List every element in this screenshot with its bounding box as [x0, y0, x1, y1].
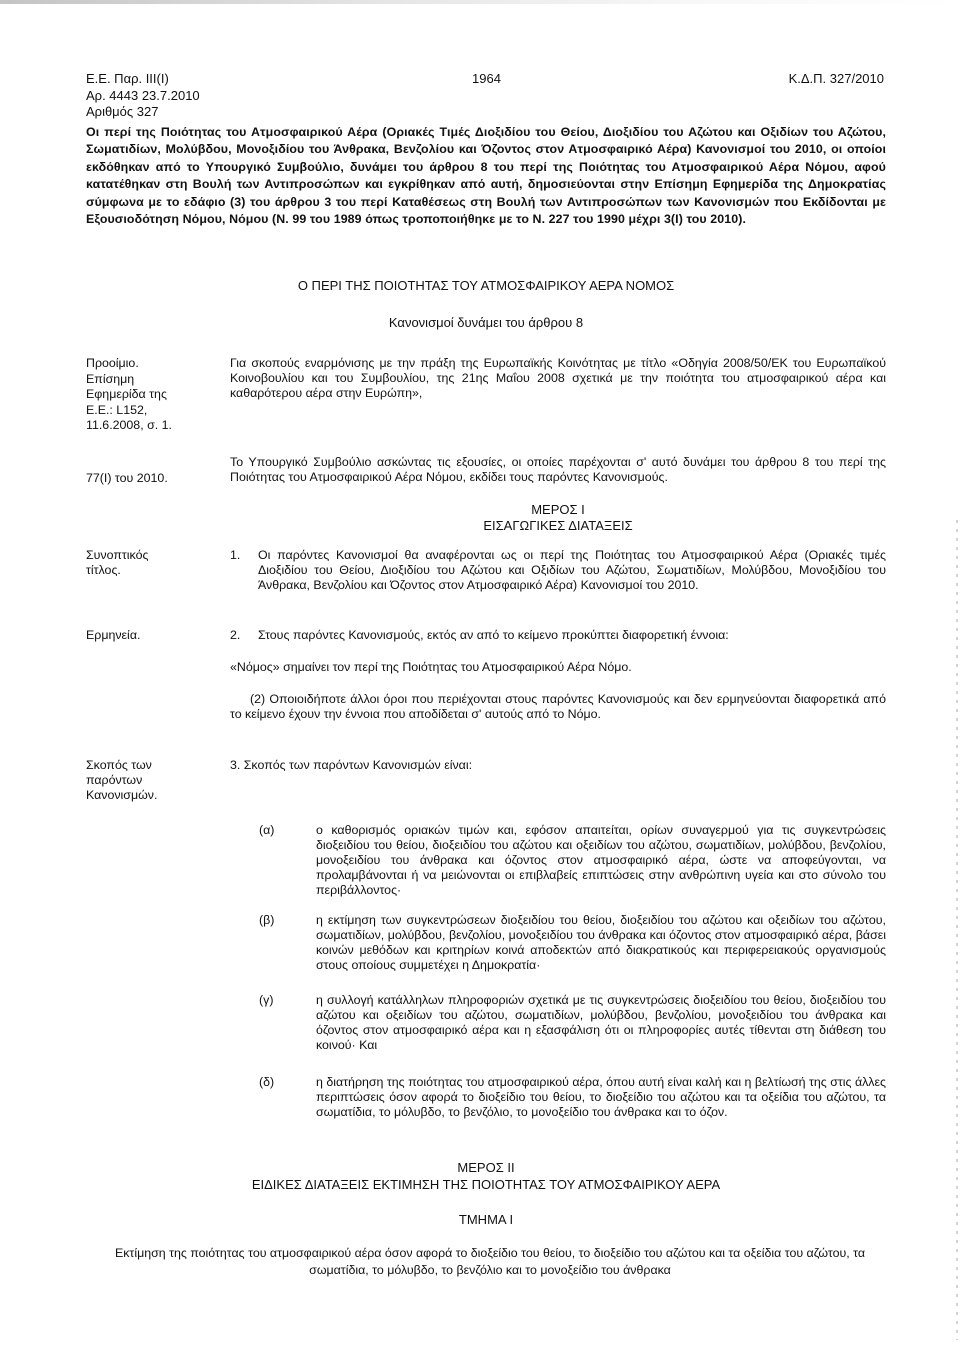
sec3-margin-note: Σκοπός των παρόντων Κανονισμών.: [86, 758, 158, 802]
part1-subtitle: ΕΙΣΑΓΩΓΙΚΕΣ ΔΙΑΤΑΞΕΙΣ: [483, 518, 633, 533]
law-subtitle: Κανονισμοί δυνάμει του άρθρου 8: [388, 315, 584, 330]
item-b-label: (β): [259, 913, 275, 927]
intro-paragraph: Οι περί της Ποιότητας του Ατμοσφαιρικού Αέρα (Οριακές Τιμές Διοξιδίου του Θείου, Διοξιδίου του Αζώτου και Οξιδίων του Αζώτου, Σωματιδίων, Μολύβδου, Μονοξιδίου του Άνθρακα, Βενζολίου και Όζοντος στον Ατμοσφαιρικό Αέρα) Κανονισμοί του 2010, οι οποίοι εκδόθηκαν από το Υπουργικό Συμβούλιο, δυνάμει του άρθρου 8 του περί της Ποιότητας του Ατμοσφαιρικού Αέρα Νόμου, αφού κατατέθηκαν στη Βουλή των Αντιπροσώπων και εγκρίθηκαν από αυτή, δημοσιεύονται στην Επίσημη Εφημερίδα της Δημοκρατίας σύμφωνα με το εδάφιο (3) του άρθρου 3 του περί Καταθέσεως στη Βουλή των Αντιπροσώπων των Κανονισμών που Εκδίδονται με Εξουσιοδότηση Νόμου, Νόμου (Ν. 99 του 1989 όπως τροποποιήθηκε με το Ν. 227 του 1990 μέχρι 3(I) του 2010).: [86, 125, 886, 227]
sec3-heading: 3. Σκοπός των παρόντων Κανονισμών είναι:: [230, 758, 473, 772]
item-c-text: η συλλογή κατάλληλων πληροφοριών σχετικά με τις συγκεντρώσεις διοξειδίου του θείου, διοξειδίου του αζώτου και οξειδίων του αζώτου, σωματιδίων, μολύβδου, βενζολίου, μονοξειδίου του άνθρακα και όζοντος στον ατμοσφαιρικό αέρα και η εξασφάλιση ότι οι πληροφορίες αυτές τίθενται στη διάθεση του κοινού· Και: [316, 993, 886, 1052]
preamble-margin-note: Προοίμιο. Επίσημη Εφημερίδα της Ε.Ε.: L152, 11.6.2008, σ. 1.: [86, 356, 172, 432]
sec2-subsection-2: (2) Οποιοιδήποτε άλλοι όροι που περιέχονται στους παρόντες Κανονισμούς και δεν ερμηνεύονται διαφορετικά από το κείμενο έχουν την έννοια που αποδίδεται σ' αυτούς από το Νόμο.: [230, 692, 886, 721]
regulation-ref: Κ.Δ.Π. 327/2010: [788, 71, 884, 86]
sec2-margin-note: Ερμηνεία.: [86, 628, 141, 642]
sec1-number: 1.: [230, 548, 241, 562]
item-c-label: (γ): [259, 993, 274, 1007]
item-a-text: ο καθορισμός οριακών τιμών και, εφόσον απαιτείται, ορίων συναγερμού για τις συγκεντρώσεις διοξειδίου του θείου, διοξειδίου του αζώτου και οξειδίων του αζώτου, σωματιδίων, μολύβδου, βενζολίου, μονοξειδίου του άνθρακα και όζοντος στον ατμοσφαιρικό αέρα, ώστε να αποφεύγονται, να προλαμβάνονται ή να μειώνονται οι επιβλαβείς επιπτώσεις στην ανθρώπινη υγεία και στο σύνολο του περιβάλλοντος·: [316, 823, 886, 897]
item-b-text: η εκτίμηση των συγκεντρώσεων διοξειδίου του θείου, διοξειδίου του αζώτου και οξειδίων του αζώτου, σωματιδίων, μολύβδου, βενζολίου, μονοξειδίου του άνθρακα και όζοντος στον ατμοσφαιρικό αέρα, βάσει κοινών μεθόδων και κριτηρίων κοινά αποδεκτών από διακρατικούς και περιφερειακούς οργανισμούς στους οποίους συμμετέχει η Δημοκρατία·: [316, 913, 886, 972]
item-d-text: η διατήρηση της ποιότητας του ατμοσφαιρικού αέρα, όπου αυτή είναι καλή και η βελτίωσή της στις άλλες περιπτώσεις όσον αφορά το διοξείδιο του θείου, το διοξείδιο του αζώτου και τα οξείδια του αζώτου, τα σωματίδια, το μόλυβδο, το βενζόλιο, το μονοξείδιο του άνθρακα και το όζον.: [316, 1075, 886, 1119]
preamble-text: Για σκοπούς εναρμόνισης με την πράξη της Ευρωπαϊκής Κοινότητας με τίτλο «Οδηγία 2008/50/ΕΚ του Ευρωπαϊκού Κοινοβουλίου και του Συμβουλίου, της 21ης Μαΐου 2008 σχετικά με την ποιότητα του ατμοσφαιρικού αέρα και καθαρότερου αέρα στην Ευρώπη»,: [230, 356, 886, 400]
part2-section-text: Εκτίμηση της ποιότητας του ατμοσφαιρικού αέρα όσον αφορά το διοξείδιο του θείου, το διοξείδιο του αζώτου και τα οξείδια του αζώτου, τα σωματίδια, το μόλυβδο, το βενζόλιο και το μονοξείδιο του άνθρακα: [114, 1246, 866, 1277]
item-a-label: (α): [259, 823, 275, 837]
gazette-number: Αρ. 4443 23.7.2010: [86, 88, 200, 103]
sec2-number: 2.: [230, 628, 241, 642]
scan-artifact-top: [0, 0, 960, 4]
gazette-ref: Ε.Ε. Παρ. III(I): [86, 71, 169, 86]
scan-artifact-right: [956, 520, 958, 1340]
sec2-definition: «Νόμος» σημαίνει τον περί της Ποιότητας του Ατμοσφαιρικού Αέρα Νόμο.: [230, 660, 632, 674]
part2-title: ΜΕΡΟΣ ΙΙ: [457, 1160, 515, 1175]
law-title: Ο ΠΕΡΙ ΤΗΣ ΠΟΙΟΤΗΤΑΣ ΤΟΥ ΑΤΜΟΣΦΑΙΡΙΚΟΥ ΑΕΡΑ ΝΟΜΟΣ: [297, 278, 675, 293]
part2-subtitle: ΕΙΔΙΚΕΣ ΔΙΑΤΑΞΕΙΣ ΕΚΤΙΜΗΣΗ ΤΗΣ ΠΟΙΟΤΗΤΑΣ ΤΟΥ ΑΤΜΟΣΦΑΙΡΙΚΟΥ ΑΕΡΑ: [251, 1177, 721, 1192]
part1-title: ΜΕΡΟΣ Ι: [531, 502, 585, 517]
regulation-number: Αριθμός 327: [86, 104, 159, 119]
page-number: 1964: [472, 71, 501, 86]
sec1-margin-note: Συνοπτικός τίτλος.: [86, 548, 149, 577]
sec2-text: Στους παρόντες Κανονισμούς, εκτός αν από το κείμενο προκύπτει διαφορετική έννοια:: [258, 628, 729, 642]
sec1-text: Οι παρόντες Κανονισμοί θα αναφέρονται ως οι περί της Ποιότητας του Ατμοσφαιρικού Αέρα (Οριακές τιμές Διοξιδίου του Θείου, Διοξιδίου του Αζώτου και Οξιδίων του Αζώτου, Σωματιδίων, Μολύβδου, Μονοξιδίου του Άνθρακα, Βενζολίου και Όζοντος στον Ατμοσφαιρικό Αέρα) Κανονισμοί του 2010.: [258, 548, 886, 592]
enacting-margin-note: 77(I) του 2010.: [86, 471, 168, 485]
part2-section-title: ΤΜΗΜΑ Ι: [458, 1212, 514, 1227]
enacting-text: Το Υπουργικό Συμβούλιο ασκώντας τις εξουσίες, οι οποίες παρέχονται σ' αυτό δυνάμει του άρθρου 8 του περί της Ποιότητας του Ατμοσφαιρικού Αέρα Νόμου, εκδίδει τους παρόντες Κανονισμούς.: [230, 455, 886, 484]
item-d-label: (δ): [259, 1075, 275, 1089]
